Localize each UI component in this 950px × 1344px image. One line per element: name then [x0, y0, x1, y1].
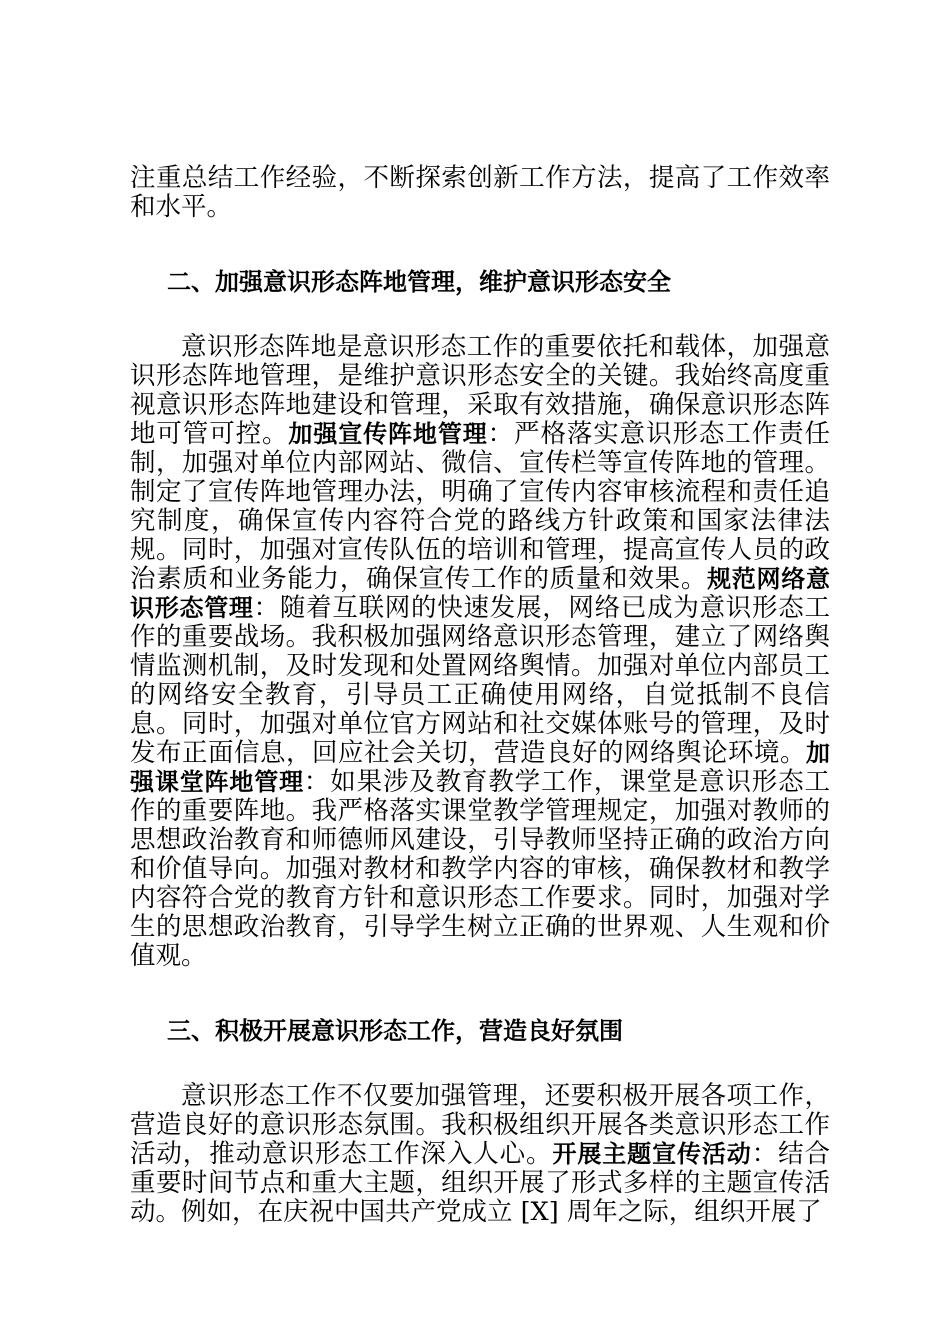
keyword-classroom-management: 加强课堂阵地管理	[130, 739, 830, 796]
intro-paragraph: 注重总结工作经验，不断探索创新工作方法，提高了工作效率和水平。	[130, 163, 830, 222]
keyword-theme-campaign: 开展主题宣传活动	[552, 1140, 752, 1168]
section-heading-3: 三、积极开展意识形态工作，营造良好氛围	[167, 1017, 623, 1045]
section-2-text-3: ：如果涉及教育教学工作，课堂是意识形态工作的重要阵地。我严格落实课堂教学管理规定，加强对教师的思想政治教育和师德师风建设，引导教师坚持正确的政治方向和价值导向。加强对教材和教学内容的审核，确保教材和教学内容符合党的教育方针和意识形态工作要求。同时，加强对学生的思想政治教育，引导学生树立正确的世界观、人生观和价值观。	[130, 767, 830, 971]
keyword-propaganda-management: 加强宣传阵地管理	[288, 420, 488, 448]
section-2-text-1: ：严格落实意识形态工作责任制，加强对单位内部网站、微信、宣传栏等宣传阵地的管理。制定了宣传阵地管理办法，明确了宣传内容审核流程和责任追究制度，确保宣传内容符合党的路线方针政策和国家法律法规。同时，加强对宣传队伍的培训和管理，提高宣传人员的政治素质和业务能力，确保宣传工作的质量和效果。	[130, 419, 830, 594]
document-body	[130, 164, 830, 1227]
section-3-lead: 意识形态工作不仅要加强管理，还要积极开展各项工作，营造良好的意识形态氛围。我积极组织开展各类意识形态工作活动，推动意识形态工作深入人心。	[130, 1081, 830, 1169]
section-2-text-2: ：随着互联网的快速发展，网络已成为意识形态工作的重要战场。我积极加强网络意识形态管理，建立了网络舆情监测机制，及时发现和处置网络舆情。加强对单位内部员工的网络安全教育，引导员工正确使用网络，自觉抵制不良信息。同时，加强对单位官方网站和社交媒体账号的管理，及时发布正面信息，回应社会关切，营造良好的网络舆论环境。	[130, 593, 830, 768]
section-3-paragraph	[130, 1082, 830, 1227]
section-3-text-1: ：结合重要时间节点和重大主题，组织开展了形式多样的主题宣传活动。例如，在庆祝中国共产党成立 [X] 周年之际，组织开展了	[130, 1139, 830, 1227]
section-2-paragraph	[130, 333, 830, 971]
section-2-lead: 意识形态阵地是意识形态工作的重要依托和载体，加强意识形态阵地管理，是维护意识形态安全的关键。我始终高度重视意识形态阵地建设和管理，采取有效措施，确保意识形态阵地可管可控。	[130, 332, 830, 449]
section-heading-2: 二、加强意识形态阵地管理，维护意识形态安全	[167, 268, 671, 296]
keyword-network-ideology: 规范网络意识形态管理	[130, 565, 830, 622]
